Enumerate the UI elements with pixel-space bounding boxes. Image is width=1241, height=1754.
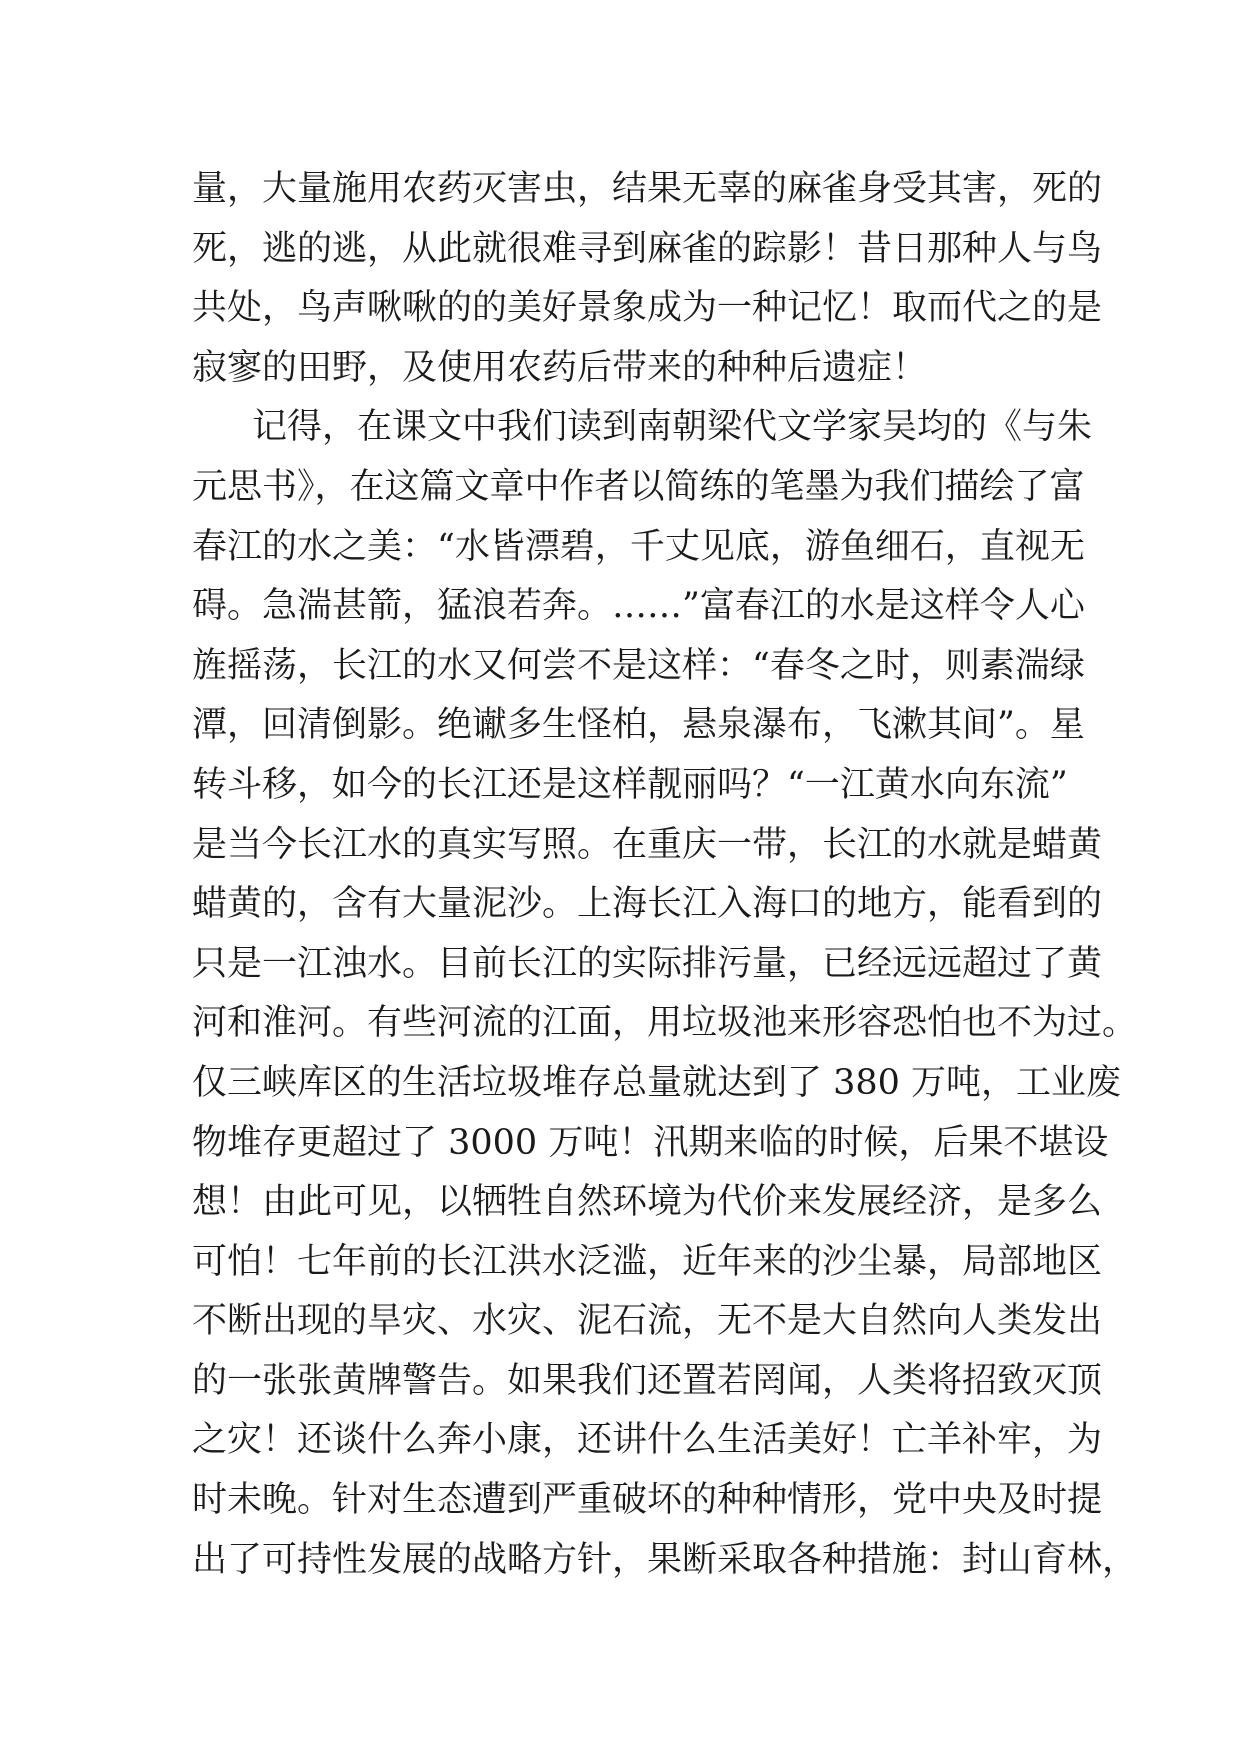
text-line: 碍。急湍甚箭，猛浪若奔。……”富春江的水是这样令人心 xyxy=(192,586,1085,627)
body-text xyxy=(192,160,1138,1590)
text-line: 寂寥的田野，及使用农药后带来的种种后遗症！ xyxy=(192,347,928,388)
text-line: 可怕！七年前的长江洪水泛滥，近年来的沙尘暴，局部地区 xyxy=(192,1241,1103,1282)
paragraph-first-line: 记得，在课文中我们读到南朝梁代文学家吴均的《与朱 xyxy=(252,407,1093,448)
text-line: 物堆存更超过了 3000 万吨！汛期来临的时候，后果不堪设 xyxy=(192,1122,1109,1163)
text-line: 出了可持性发展的战略方针，果断采取各种措施：封山育林， xyxy=(192,1539,1138,1580)
text-line: 的一张张黄牌警告。如果我们还置若罔闻，人类将招致灭顶 xyxy=(192,1360,1103,1401)
text-line: 是当今长江水的真实写照。在重庆一带，长江的水就是蜡黄 xyxy=(192,824,1103,865)
text-line: 只是一江浊水。目前长江的实际排污量，已经远远超过了黄 xyxy=(192,943,1103,984)
text-line: 春江的水之美：“水皆漂碧，千丈见底，游鱼细石，直视无 xyxy=(192,526,1085,567)
text-line: 不断出现的旱灾、水灾、泥石流，无不是大自然向人类发出 xyxy=(192,1301,1103,1342)
text-line: 死，逃的逃，从此就很难寻到麻雀的踪影！昔日那种人与鸟 xyxy=(192,228,1103,269)
text-line: 蜡黄的，含有大量泥沙。上海长江入海口的地方，能看到的 xyxy=(192,884,1103,925)
text-line: 量，大量施用农药灭害虫，结果无辜的麻雀身受其害，死的 xyxy=(192,169,1103,209)
text-line: 转斗移，如今的长江还是这样靓丽吗？“一江黄水向东流” xyxy=(192,764,1068,805)
text-line: 时未晚。针对生态遭到严重破坏的种种情形，党中央及时提 xyxy=(192,1480,1103,1521)
text-line: 共处，鸟声啾啾的的美好景象成为一种记忆！取而代之的是 xyxy=(192,288,1103,329)
text-line: 之灾！还谈什么奔小康，还讲什么生活美好！亡羊补牢，为 xyxy=(192,1420,1103,1461)
text-line: 元思书》，在这篇文章中作者以简练的笔墨为我们描绘了富 xyxy=(192,466,1085,507)
text-line: 仅三峡库区的生活垃圾堆存总量就达到了 380 万吨，工业废 xyxy=(192,1062,1122,1103)
text-line: 潭，回清倒影。绝谳多生怪柏，悬泉瀑布，飞漱其间”。星 xyxy=(192,705,1085,746)
text-line: 旌摇荡，长江的水又何尝不是这样：“春冬之时，则素湍绿 xyxy=(192,645,1085,686)
text-line: 河和淮河。有些河流的江面，用垃圾池来形容恐怕也不为过。 xyxy=(192,1003,1138,1044)
text-line: 想！由此可见，以牺牲自然环境为代价来发展经济，是多么 xyxy=(192,1182,1103,1223)
